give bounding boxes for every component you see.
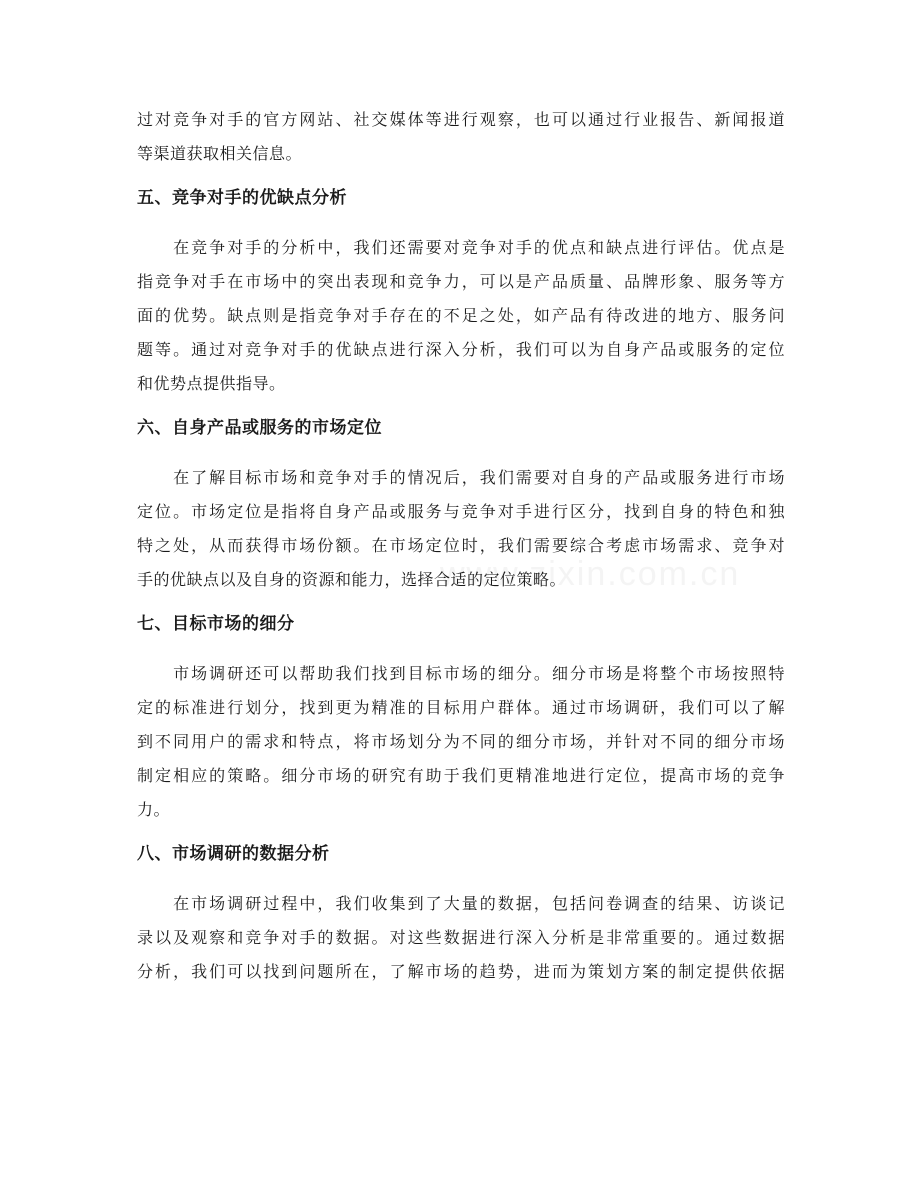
paragraph-line: 定位。市场定位是指将自身产品或服务与竞争对手进行区分，找到自身的特色和独 [137,502,785,521]
intro-paragraph [137,103,785,171]
paragraph-line: 过对竞争对手的官方网站、社交媒体等进行观察，也可以通过行业报告、新闻报道 [137,110,785,129]
paragraph-line: 录以及观察和竞争对手的数据。对这些数据进行深入分析是非常重要的。通过数据 [137,928,785,947]
paragraph-line: 到不同用户的需求和特点，将市场划分为不同的细分市场，并针对不同的细分市场 [137,732,785,751]
paragraph-line: 题等。通过对竞争对手的优缺点进行深入分析，我们可以为自身产品或服务的定位 [137,340,785,359]
paragraph-line: 等渠道获取相关信息。 [137,144,303,163]
paragraph-line: 指竞争对手在市场中的突出表现和竞争力，可以是产品质量、品牌形象、服务等方 [137,272,785,291]
section-heading: 七、目标市场的细分 [137,614,295,634]
paragraph-line: 市场调研还可以帮助我们找到目标市场的细分。细分市场是将整个市场按照特 [137,664,785,683]
paragraph-line: 定的标准进行划分，找到更为精准的目标用户群体。通过市场调研，我们可以了解 [137,698,785,717]
paragraph-line: 在了解目标市场和竞争对手的情况后，我们需要对自身的产品或服务进行市场 [137,468,785,487]
section-heading: 六、自身产品或服务的市场定位 [137,418,382,438]
section-paragraph [137,231,785,401]
paragraph-line: 特之处，从而获得市场份额。在市场定位时，我们需要综合考虑市场需求、竞争对 [137,536,785,555]
document-body [137,103,785,989]
paragraph-line: 手的优缺点以及自身的资源和能力，选择合适的定位策略。 [137,570,567,589]
paragraph-line: 面的优势。缺点则是指竞争对手存在的不足之处，如产品有待改进的地方、服务问 [137,306,785,325]
paragraph-line: 在市场调研过程中，我们收集到了大量的数据，包括问卷调查的结果、访谈记 [137,894,785,913]
section-paragraph [137,657,785,827]
paragraph-line: 分析，我们可以找到问题所在，了解市场的趋势，进而为策划方案的制定提供依据 [137,962,785,981]
section-heading: 五、竞争对手的优缺点分析 [137,188,347,208]
paragraph-line: 制定相应的策略。细分市场的研究有助于我们更精准地进行定位，提高市场的竞争 [137,766,785,785]
paragraph-line: 力。 [137,800,171,819]
paragraph-line: 和优势点提供指导。 [137,374,286,393]
section-paragraph [137,887,785,989]
section-heading: 八、市场调研的数据分析 [137,844,330,864]
paragraph-line: 在竞争对手的分析中，我们还需要对竞争对手的优点和缺点进行评估。优点是 [137,238,785,257]
section-paragraph [137,461,785,597]
watermark: www.zixin.com.cn [440,555,741,593]
